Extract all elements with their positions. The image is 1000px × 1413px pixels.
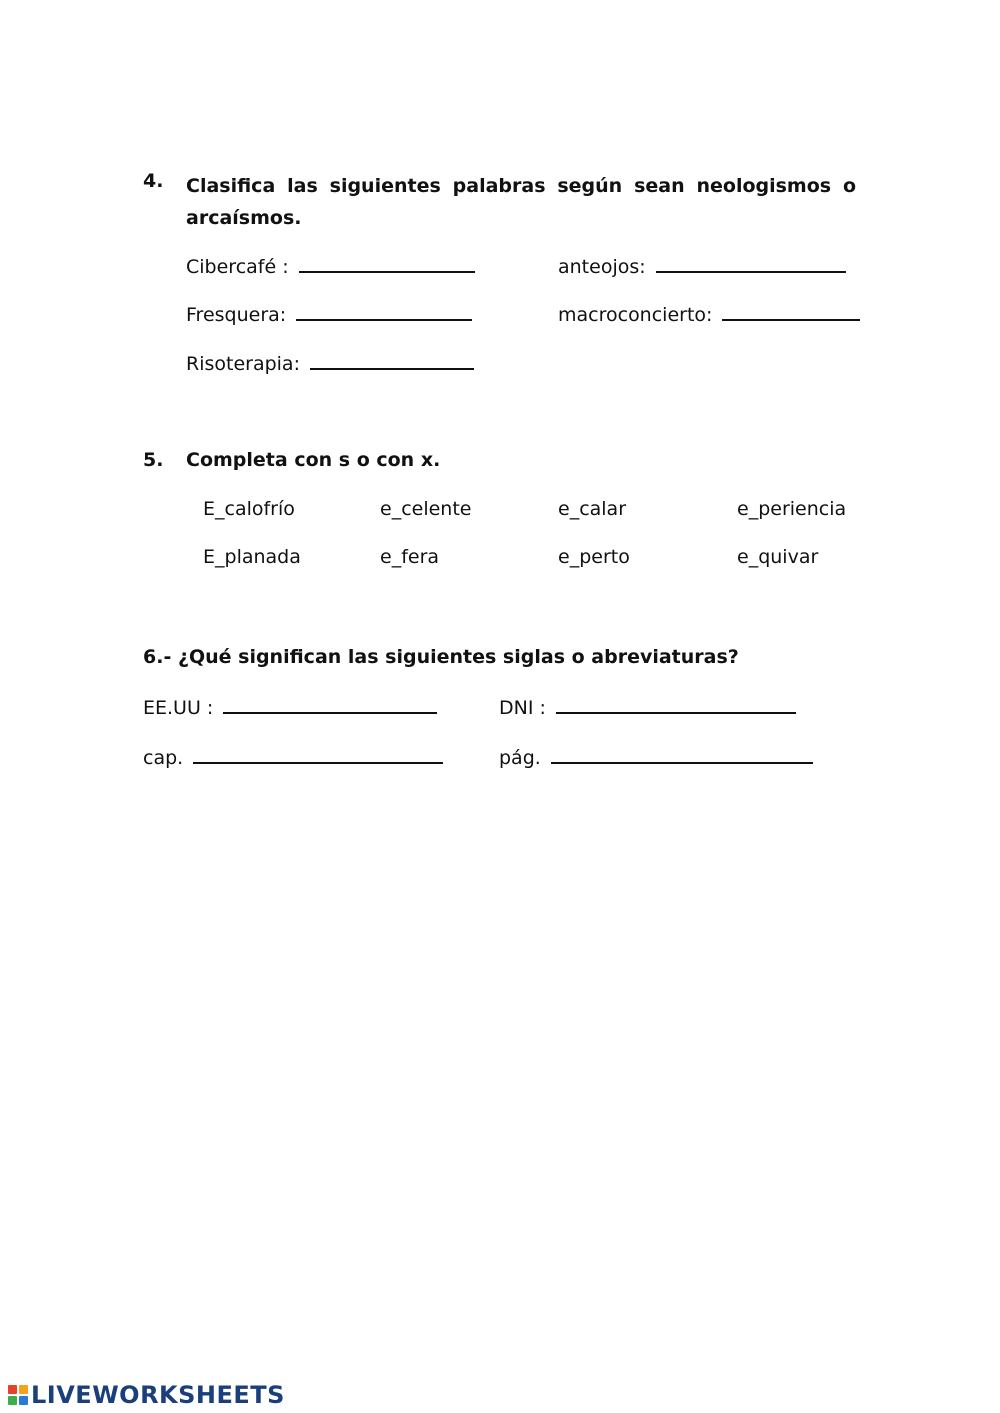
- q4-answer-blank[interactable]: [296, 301, 472, 321]
- q4-item-risoterapia: [186, 350, 474, 375]
- q6-answer-blank[interactable]: [551, 744, 813, 764]
- q4-item-label: anteojos:: [558, 256, 646, 278]
- logo-blocks-icon: [8, 1385, 28, 1405]
- q6-item-pag: [499, 744, 813, 769]
- logo-block: [8, 1385, 17, 1394]
- q6-item-cap: [143, 744, 443, 769]
- q5-prompt: Completa con s o con x.: [186, 449, 441, 471]
- q5-word[interactable]: e_fera: [380, 546, 440, 568]
- q6-answer-blank[interactable]: [193, 744, 443, 764]
- q4-item-anteojos: [558, 253, 846, 278]
- q6-item-dni: [499, 694, 796, 719]
- q4-item-label: Cibercafé :: [186, 256, 289, 278]
- q6-prompt: 6.- ¿Qué significan las siguientes siglas o abreviaturas?: [143, 646, 739, 668]
- q5-word[interactable]: e_celente: [380, 498, 472, 520]
- q5-word[interactable]: e_calar: [558, 498, 627, 520]
- q4-prompt-line2: arcaísmos.: [186, 207, 302, 229]
- q4-prompt: [186, 170, 856, 234]
- q4-answer-blank[interactable]: [722, 301, 860, 321]
- q6-item-label: pág.: [499, 747, 541, 769]
- q4-item-label: Fresquera:: [186, 304, 287, 326]
- logo-block: [19, 1396, 28, 1405]
- q4-item-cibercafe: [186, 253, 475, 278]
- q5-word[interactable]: e_quivar: [737, 546, 819, 568]
- logo-block: [19, 1385, 28, 1394]
- q5-word[interactable]: e_periencia: [737, 498, 847, 520]
- q5-word[interactable]: E_calofrío: [203, 498, 295, 520]
- q6-item-label: EE.UU :: [143, 697, 214, 719]
- q6-item-eeuu: [143, 694, 437, 719]
- q4-item-label: Risoterapia:: [186, 353, 300, 375]
- q6-answer-blank[interactable]: [556, 694, 796, 714]
- q5-word[interactable]: E_planada: [203, 546, 301, 568]
- q6-item-label: DNI :: [499, 697, 546, 719]
- q4-prompt-line1: Clasifica las siguientes palabras según sean neologismos o: [186, 175, 856, 197]
- q4-item-label: macroconcierto:: [558, 304, 713, 326]
- q5-number: 5.: [143, 449, 164, 471]
- q4-answer-blank[interactable]: [299, 253, 475, 273]
- q4-item-macroconcierto: [558, 301, 860, 326]
- liveworksheets-logo: [8, 1380, 285, 1410]
- logo-block: [8, 1396, 17, 1405]
- q4-item-fresquera: [186, 301, 472, 326]
- q4-number: 4.: [143, 170, 164, 192]
- q4-answer-blank[interactable]: [656, 253, 846, 273]
- q4-answer-blank[interactable]: [310, 350, 474, 370]
- q5-word[interactable]: e_perto: [558, 546, 630, 568]
- q6-answer-blank[interactable]: [223, 694, 437, 714]
- q6-item-label: cap.: [143, 747, 184, 769]
- logo-text: LIVEWORKSHEETS: [31, 1381, 285, 1409]
